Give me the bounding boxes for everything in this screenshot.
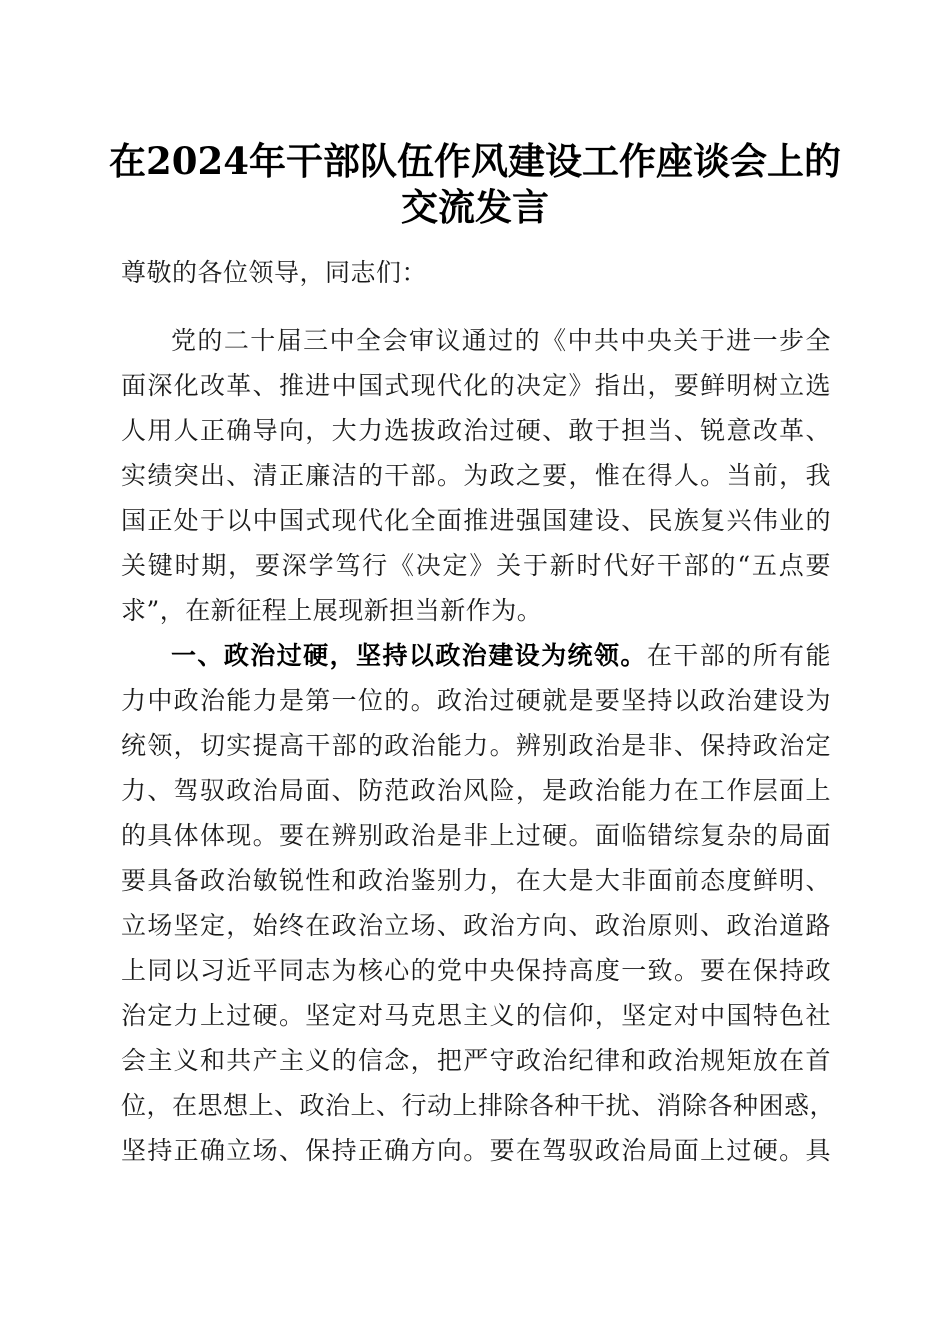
paragraph-line: 治定力上过硬。坚定对马克思主义的信仰，坚定对中国特色社 — [121, 1001, 831, 1030]
paragraph-line: 力、驾驭政治局面、防范政治风险，是政治能力在工作层面上 — [121, 776, 831, 805]
paragraph-line: 力中政治能力是第一位的。政治过硬就是要坚持以政治建设为 — [121, 686, 831, 715]
paragraph-line: 求”，在新征程上展现新担当新作为。 — [121, 596, 543, 625]
section-heading: 一、政治过硬，坚持以政治建设为统领。 — [171, 641, 647, 670]
salutation: 尊敬的各位领导，同志们： — [121, 258, 428, 287]
paragraph-line: 国正处于以中国式现代化全面推进强国建设、民族复兴伟业的 — [121, 506, 831, 535]
paragraph-line: 位，在思想上、政治上、行动上排除各种干扰、消除各种困惑， — [121, 1091, 836, 1120]
paragraph-line: 要具备政治敏锐性和政治鉴别力，在大是大非面前态度鲜明、 — [121, 866, 831, 895]
paragraph-text: 在干部的所有能 — [646, 641, 831, 670]
paragraph-line: 坚持正确立场、保持正确方向。要在驾驭政治局面上过硬。具 — [121, 1136, 831, 1165]
document-title-line-2: 交流发言 — [401, 185, 549, 229]
paragraph-line: 面深化改革、推进中国式现代化的决定》指出，要鲜明树立选 — [121, 371, 831, 400]
paragraph-line: 人用人正确导向，大力选拔政治过硬、敢于担当、锐意改革、 — [121, 416, 831, 445]
paragraph-line: 立场坚定，始终在政治立场、政治方向、政治原则、政治道路 — [121, 911, 831, 940]
document-title-line-1: 在2024年干部队伍作风建设工作座谈会上的 — [109, 139, 841, 183]
paragraph-line: 的具体体现。要在辨别政治是非上过硬。面临错综复杂的局面 — [121, 821, 831, 850]
paragraph-line: 党的二十届三中全会审议通过的《中共中央关于进一步全 — [171, 326, 831, 355]
paragraph-line: 实绩突出、清正廉洁的干部。为政之要，惟在得人。当前，我 — [121, 461, 831, 490]
paragraph-line: 会主义和共产主义的信念，把严守政治纪律和政治规矩放在首 — [121, 1046, 831, 1075]
paragraph-line: 关键时期，要深学笃行《决定》关于新时代好干部的“五点要 — [121, 551, 831, 580]
paragraph-line: 上同以习近平同志为核心的党中央保持高度一致。要在保持政 — [121, 956, 831, 985]
paragraph-line: 统领，切实提高干部的政治能力。辨别政治是非、保持政治定 — [121, 731, 831, 760]
section-heading-line — [171, 636, 831, 676]
